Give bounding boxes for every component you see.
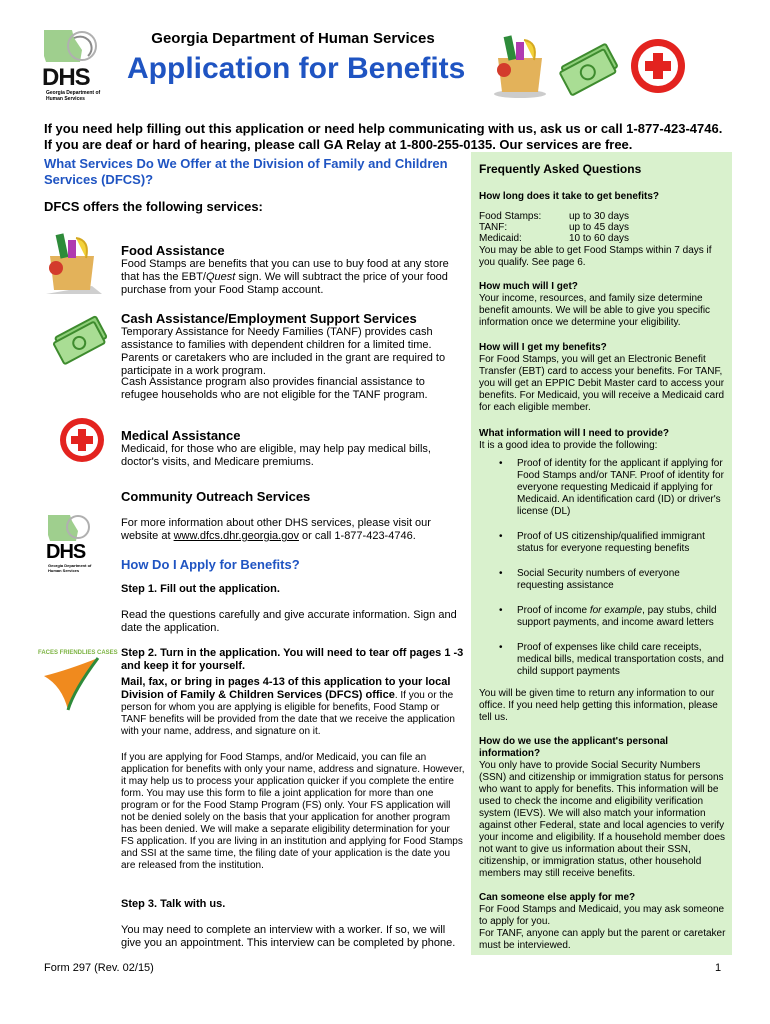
faq-question: How will I get my benefits?	[479, 342, 607, 353]
cash-body: Temporary Assistance for Needy Families (TANF) provides cash assistance to families with dependent children for a limited time. Parents or caretakers who are included in the grant are required to participate in a work program.	[121, 326, 446, 377]
list-item: • Social Security numbers of everyone requesting assistance	[499, 568, 680, 591]
page-title: Application for Benefits	[127, 52, 466, 85]
partner-logo	[38, 646, 118, 716]
faq-question: How do we use the applicant's personal information?	[479, 736, 669, 759]
dhs-logo-small	[42, 513, 102, 581]
relay-line: If you are deaf or hard of hearing, please call GA Relay at 1-800-255-0135. Our services are free.	[44, 137, 633, 152]
agency-name: Georgia Department of Human Services	[151, 30, 435, 47]
medical-body: Medicaid, for those who are eligible, may help pay medical bills, doctor's visits, and Medicare premiums.	[121, 443, 431, 468]
faq-question: Can someone else apply for me?	[479, 892, 636, 903]
services-intro: DFCS offers the following services:	[44, 199, 263, 214]
faq-answer: For TANF, anyone can apply but the parent or caretaker must be interviewed.	[479, 928, 726, 951]
list-item: • Proof of income for example, pay stubs, child support payments, and income award letters	[499, 605, 717, 628]
medical-title: Medical Assistance	[121, 428, 241, 443]
step2-body: Mail, fax, or bring in pages 4-13 of this application to your local Division of Family & Children Services (DFCS) office. If you or the person for whom you are applying is eligible for benefits, Food Stamp or TANF benefits will be provided from the date that we receive the application with your name, address, and signature on it.	[121, 676, 455, 737]
logo-text: DHS	[42, 64, 90, 91]
list-item: • Proof of identity for the applicant if applying for Food Stamps and/or TANF. Proof of identity for everyone requesting Medicaid if applying for Medicaid. An identification card (ID) or driver's license (DL)	[499, 458, 724, 517]
step1-body: Read the questions carefully and give accurate information. Sign and date the application.	[121, 609, 457, 634]
services-question: What Services Do We Offer at the Division of Family and Children Services (DFCS)?	[44, 156, 448, 187]
benefit-timing-table	[479, 211, 727, 244]
food-body: Food Stamps are benefits that you can use to buy food at any store that has the EBT/Quest sign. We will subtract the price of your food purchase from your Food Stamp account.	[121, 258, 449, 296]
grocery-bag-icon	[488, 30, 552, 100]
logo-subtitle: Georgia Department of Human Services	[46, 90, 101, 102]
cash-icon	[52, 310, 108, 366]
faq-question: How much will I get?	[479, 281, 578, 292]
logo-subtitle: Georgia Department of Human Services	[48, 563, 92, 573]
cash-body-refugee: Cash Assistance program also provides financial assistance to refugee households who are not eligible for the TANF program.	[121, 376, 428, 401]
step1-title: Step 1. Fill out the application.	[121, 583, 280, 595]
cash-title: Cash Assistance/Employment Support Services	[121, 311, 417, 326]
help-line: If you need help filling out this application or need help communicating with us, ask us or call 1-877-423-4746.	[44, 121, 723, 136]
faq-answer: For Food Stamps, you will get an Electronic Benefit Transfer (EBT) card to access your benefits. For TANF, you will get an EPPIC Debit Master card to access your benefits. For Medicaid, you will receive a Medicaid card for each eligible member.	[479, 354, 725, 413]
food-bag-icon	[42, 228, 106, 298]
step3-title: Step 3. Talk with us.	[121, 898, 226, 910]
medical-icon	[58, 416, 106, 464]
logo-text: DHS	[46, 541, 86, 563]
form-number: Form 297 (Rev. 02/15)	[44, 962, 154, 974]
dhs-logo	[38, 28, 110, 100]
faq-answer: You will be given time to return any information to our office. If you need help getting this information, please tell us.	[479, 688, 718, 723]
step2-paragraph-2: If you are applying for Food Stamps, and/or Medicaid, you can file an application for benefits with only your name, address and signature. However, it may help us to process your application quicker if you complete the entire form. You may use this form to file a joint application for more than one program or for the Food Stamp Program (FS) only. Your FS application will not be denied solely on the basis that your application for another program has been denied. We will make a separate eligibility determination for your FS application. If you are living in an institution and applying for Food Stamps and SSI at the same time, the filing date of your application is the date you are released from the institution.	[121, 752, 465, 871]
table-row: Medicaid: 10 to 60 days	[479, 233, 630, 244]
table-row: Food Stamps: up to 30 days	[479, 211, 630, 222]
list-item: • Proof of US citizenship/qualified immigrant status for everyone requesting benefits	[499, 531, 705, 554]
list-item: • Proof of expenses like child care receipts, medical bills, medical transportation costs, and child support payments	[499, 642, 724, 677]
table-row: TANF: up to 45 days	[479, 222, 630, 233]
faq-content	[479, 162, 727, 952]
faq-answer: Your income, resources, and family size determine benefit amounts. We will be able to give you specific information once we determine your eligibility.	[479, 293, 711, 328]
faq-answer: You only have to provide Social Security Numbers (SSN) and citizenship or immigration status for persons who want to apply for benefits. This information will be used to check the income and eligibility verification system (IEVS). We will also match your information against other Federal, state and local agencies to verify your income and eligibility. If a household member does not want to give us information about their SSN, citizenship, or immigration status, other household members may still receive benefits.	[479, 760, 726, 879]
partner-logo-text: FACES FRIENDLIES CASES	[38, 650, 118, 656]
faq-answer: You may be able to get Food Stamps within 7 days if you qualify. See page 6.	[479, 245, 712, 268]
medical-cross-icon	[629, 37, 687, 95]
money-icon	[558, 36, 620, 96]
food-title: Food Assistance	[121, 243, 225, 258]
community-body: For more information about other DHS services, please visit our website at www.dfcs.dhr.georgia.gov or call 1-877-423-4746.	[121, 517, 431, 542]
step2-title: Step 2. Turn in the application. You will need to tear off pages 1 -3 and keep it for yourself.	[121, 647, 464, 672]
website-link[interactable]: www.dfcs.dhr.georgia.gov	[173, 530, 299, 542]
apply-heading: How Do I Apply for Benefits?	[121, 557, 300, 572]
page-number: 1	[715, 962, 722, 974]
document-list	[479, 458, 727, 678]
faq-question: How long does it take to get benefits?	[479, 191, 660, 202]
faq-heading: Frequently Asked Questions	[479, 162, 642, 176]
faq-question: What information will I need to provide?	[479, 428, 669, 439]
community-title: Community Outreach Services	[121, 489, 311, 504]
step3-body: You may need to complete an interview with a worker. If so, we will give you an appointment. This interview can be completed by phone.	[121, 924, 456, 949]
faq-answer: For Food Stamps and Medicaid, you may ask someone to apply for you.	[479, 904, 725, 927]
faq-answer: It is a good idea to provide the following:	[479, 440, 658, 451]
